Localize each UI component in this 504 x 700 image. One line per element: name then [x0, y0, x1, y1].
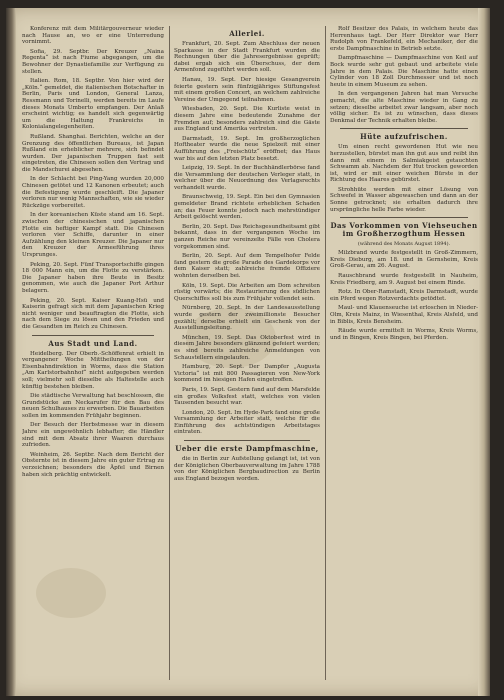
article-paragraph: Hanau, 19. Sept. Der hiesige Gesangverein feierte gestern sein fünfzigjähriges Stiftungsfest mit einem großen Concert, an welchem zahlreiche Vereine der Umgegend teilnahmen. — [174, 76, 320, 103]
column-1 — [22, 26, 164, 682]
article-paragraph: Dampfmaschine — Dampfmaschine von Keil auf Bock wurde sehr gut gebaut und arbeitete viele Jahre in dem Palais. Die Maschine hatte einen Cylinder von 18 Zoll Durchmesser und ist noch heute in einem Museum zu sehen. — [330, 55, 478, 88]
section-divider — [340, 217, 468, 218]
article-paragraph: Rolf Besitzer des Palais, in welchem heute das Herrenhaus tagt. Der Herr Direktor war Herr Rudolph von Frankefeld, ein Mechaniker, der die erste Dampfmaschine in Betrieb setzte. — [330, 26, 478, 52]
article-paragraph: Räude wurde ermittelt in Worms, Kreis Worms, und in Bingen, Kreis Bingen, bei Pferden. — [330, 328, 478, 341]
article-paragraph: London, 20. Sept. Im Hyde-Park fand eine große Versammlung der Arbeiter statt, welche für die Einführung des achtstündigen Arbeitstages eintraten. — [174, 409, 320, 436]
article-paragraph: Köln, 19. Sept. Die Arbeiten am Dom schreiten rüstig vorwärts; die Restaurierung des südlichen Querschiffes soll bis zum Frühjahr vollendet sein. — [174, 282, 320, 302]
article-paragraph: Darmstadt, 19. Sept. Im großherzoglichen Hoftheater wurde die neue Spielzeit mit einer Aufführung des „Freischütz“ eröffnet; das Haus war bis auf den letzten Platz besetzt. — [174, 135, 320, 162]
section-divider — [32, 335, 154, 336]
article-paragraph: In der koreanischen Küste stand am 16. Sept. zwischen der chinesischen und japanischen Flotte ein heftiger Kampf statt. Die Chinesen verloren vier Schiffe, darunter in einer Aufzählung den kleinen Kreuzer. Die Japaner nur den Kreuzer der Armeeführung ihres Ursprunges. — [22, 212, 164, 258]
section-heading: Hüte aufzufrischen. — [360, 132, 448, 142]
article-paragraph: Berlin, 20. Sept. Das Reichsgesundheitsamt gibt bekannt, dass in der vergangenen Woche im ganzen Reiche nur vereinzelte Fälle von Cholera vorgekommen sind. — [174, 223, 320, 250]
column-3 — [330, 26, 478, 682]
section-heading: Allerlei. — [229, 29, 265, 38]
section-heading: Aus Stadt und Land. — [48, 338, 138, 348]
article-paragraph: In den vergangenen Jahren hat man Versuche gemacht, die alte Maschine wieder in Gang zu setzen; dieselbe arbeitet zwar langsam, aber noch völlig sicher. Es ist zu wünschen, dass dieses Denkmal der Technik erhalten bleibe. — [330, 91, 478, 124]
article-paragraph: Heidelberg. Der Oberb.-Schöffenrat erhielt in vergangener Woche Mittheilungen von der Eisenbahndirektion in Worms, dass die Station „Am Karlstorbahnhof“ nicht aufgegeben werden soll; vielmehr soll dieselbe als Haltestelle auch künftig bestehen bleiben. — [22, 350, 164, 390]
article-paragraph: Berlin, 20. Sept. Auf dem Tempelhofer Felde fand gestern die große Parade des Gardekorps vor dem Kaiser statt; zahlreiche fremde Offiziere wohnten derselben bei. — [174, 253, 320, 279]
article-paragraph: Der Besuch der Herbstmesse war in diesem Jahre ein ungewöhnlich lebhafter; die Händler sind mit dem Absatz ihrer Waaren durchaus zufrieden. — [22, 422, 164, 449]
article-paragraph: Peking, 20. Sept. Kaiser Kuang-Hsü und Kaiserin gefragt sich mit dem Japanischen Krieg nicht weniger und beauftragten die Flotte, sich nach dem Siege zu lösen und den Frieden und die Gesandten im Reich zu Chinesen. — [22, 297, 164, 330]
section-divider — [184, 440, 310, 441]
article-paragraph: Die städtische Verwaltung hat beschlossen, die Grundstücke am Neckarufer für den Bau des neuen Schulhauses zu erwerben. Die Bauarbeiten sollen im kommenden Frühjahr beginnen. — [22, 393, 164, 419]
article-paragraph: Paris, 19. Sept. Gestern fand auf dem Marsfelde ein großes Volksfest statt, welches von vielen Tausenden besucht war. — [174, 386, 320, 407]
article-paragraph: Maul- und Klauenseuche ist erloschen in Nieder-Olm, Kreis Mainz, in Wiesenthal, Kreis Alsfeld, und in Biblis, Kreis Bensheim. — [330, 305, 478, 325]
article-paragraph: Hamburg, 20. Sept. Der Dampfer „Augusta Victoria“ ist mit 800 Passagieren von New-York kommend im hiesigen Hafen eingetroffen. — [174, 364, 320, 384]
article-paragraph: Um einen recht gewordenen Hut wie neu herzustellen, bürstet man ihn gut aus und reibt ihn dann mit einem in Salmiakgeist getauchten Schwamm ab. Nachdem der Hut trocken geworden ist, wird er mit einer weichen Bürste in der Richtung des Haares gebürstet. — [330, 144, 478, 184]
article-paragraph: Weinheim, 26. Septbr. Nach dem Bericht der Obsternte ist in diesem Jahre ein guter Ertrag zu verzeichnen; besonders die Äpfel und Birnen haben sich prächtig entwickelt. — [22, 451, 164, 478]
section-heading: Ueber die erste Dampfmaschine, — [175, 444, 319, 454]
article-paragraph: Peking, 20. Sept. Fünf Transportschiffe gingen 18 000 Mann ein, um die Flotte zu verstärken. Die Japaner haben ihre Beute in Besitz genommen, wie auch die Japaner Port Arthur belagern. — [22, 261, 164, 294]
article-paragraph: Rußland. Shanghai. Berichten, welche an der Grenzung des öffentlichen Bureaus, ist Japan Rußland ein erheblicher mehrere, sich befindet wurden. Der japanischen Truppen fast seit eingetreten, die Chinesen sollen den Vertrag und die Mandschurei abgesehen. — [22, 133, 164, 173]
article-paragraph: Rotz. In Ober-Ramstadt, Kreis Darmstadt, wurde ein Pferd wegen Rotzverdachts getödtet. — [330, 289, 478, 302]
article-paragraph: Braunschweig, 19. Sept. Ein bei den Gymnasien gemeldeter Brand richtete erheblichen Schaden an; das Feuer konnte jedoch nach mehrstündiger Arbeit gelöscht werden. — [174, 194, 320, 221]
article-paragraph: In der Schlacht bei Ping-Yang wurden 20,000 Chinesen getötet und 12 Kanonen erbeutet; auch die Befestigung wurde geschleift. Die Japaner verloren nur wenig Mannschaften, wie sie wieder Rückzüge vorbereitet. — [22, 176, 164, 209]
article-paragraph: Milzbrand wurde festgestellt in Groß-Zimmern, Kreis Dieburg, am 18. und in Gernsheim, Kreis Groß-Gerau, am 26. August. — [330, 250, 478, 270]
section-divider — [340, 128, 468, 129]
column-2 — [174, 26, 320, 682]
section-heading: Das Vorkommen von Viehseuchen im Großherzogthum Hessen — [330, 221, 478, 239]
page-edge — [478, 8, 490, 696]
article-paragraph: Italien. Rom, 18. Septbr. Von hier wird der „Köln.“ gemeldet, die italienischen Botschafter in Berlin, Paris und London, General Lanza, Ressmann und Torinelli, werden bereits im Laufe dieses Monats Umberto empfangen. Der Anlaß erscheint wichtig; es handelt sich gegenwärtig um die Haltung Frankreichs in Kolonialangelegenheiten. — [22, 78, 164, 131]
column-rule — [325, 26, 326, 680]
article-paragraph: die in Berlin zur Aufstellung gelangt ist, ist von der Königlichen Oberbauverwaltung im Jahre 1788 von der Königlichen Bergbaudirection zu Berlin aus England bezogen worden. — [174, 456, 320, 482]
article-paragraph: Konferenz mit dem Militärgouverneur wieder nach Hause an, wo er eine Unterredung vornimmt. — [22, 26, 164, 46]
article-paragraph: Frankfurt, 20. Sept. Zum Abschluss der neuen Sparkasse in der Stadt Frankfurt wurden die Rechnungen über die Jahresergebnisse geprüft; dabei ergab sich ein Überschuss, der dem Armenfond zugeführt werden soll. — [174, 41, 320, 74]
article-paragraph: Sofia, 29. Septbr. Der Kreuzer „Naina Regenta“ ist nach Fiume abgegangen, um die Bewohner der Dynastiefamilie zur Verfügung zu stellen. — [22, 48, 164, 75]
article-paragraph: Leipzig, 19. Sept. In der Buchhändlerbörse fand die Versammlung der deutschen Verleger statt, in welcher über die Neuordnung des Verlagsrechts verhandelt wurde. — [174, 165, 320, 191]
newspaper-page — [6, 8, 490, 696]
article-paragraph: Rauschbrand wurde festgestellt in Nauheim, Kreis Friedberg, am 9. August bei einem Rinde. — [330, 273, 478, 286]
article-paragraph: Wiesbaden, 20. Sept. Die Kurliste weist in diesem Jahre eine bedeutende Zunahme der Fremden auf; besonders zahlreich sind die Gäste aus England und Amerika vertreten. — [174, 106, 320, 133]
article-paragraph: Strohhüte werden mit einer Lösung von Schwefel in Wasser abgewaschen und dann an der Sonne getrocknet; sie erhalten dadurch ihre ursprüngliche helle Farbe wieder. — [330, 186, 478, 213]
article-paragraph: München, 19. Sept. Das Oktoberfest wird in diesem Jahre besonders glänzend gefeiert werden; es sind bereits zahlreiche Anmeldungen von Schaustellern eingelaufen. — [174, 334, 320, 361]
column-rule — [169, 26, 170, 680]
book-binding — [6, 8, 16, 696]
section-subheading: (während des Monats August 1894). — [357, 241, 451, 248]
article-paragraph: Nürnberg, 20. Sept. In der Landesausstellung wurde gestern der zweimillionste Besucher gezählt; derselbe erhielt ein Geschenk von der Ausstellungsleitung. — [174, 305, 320, 332]
